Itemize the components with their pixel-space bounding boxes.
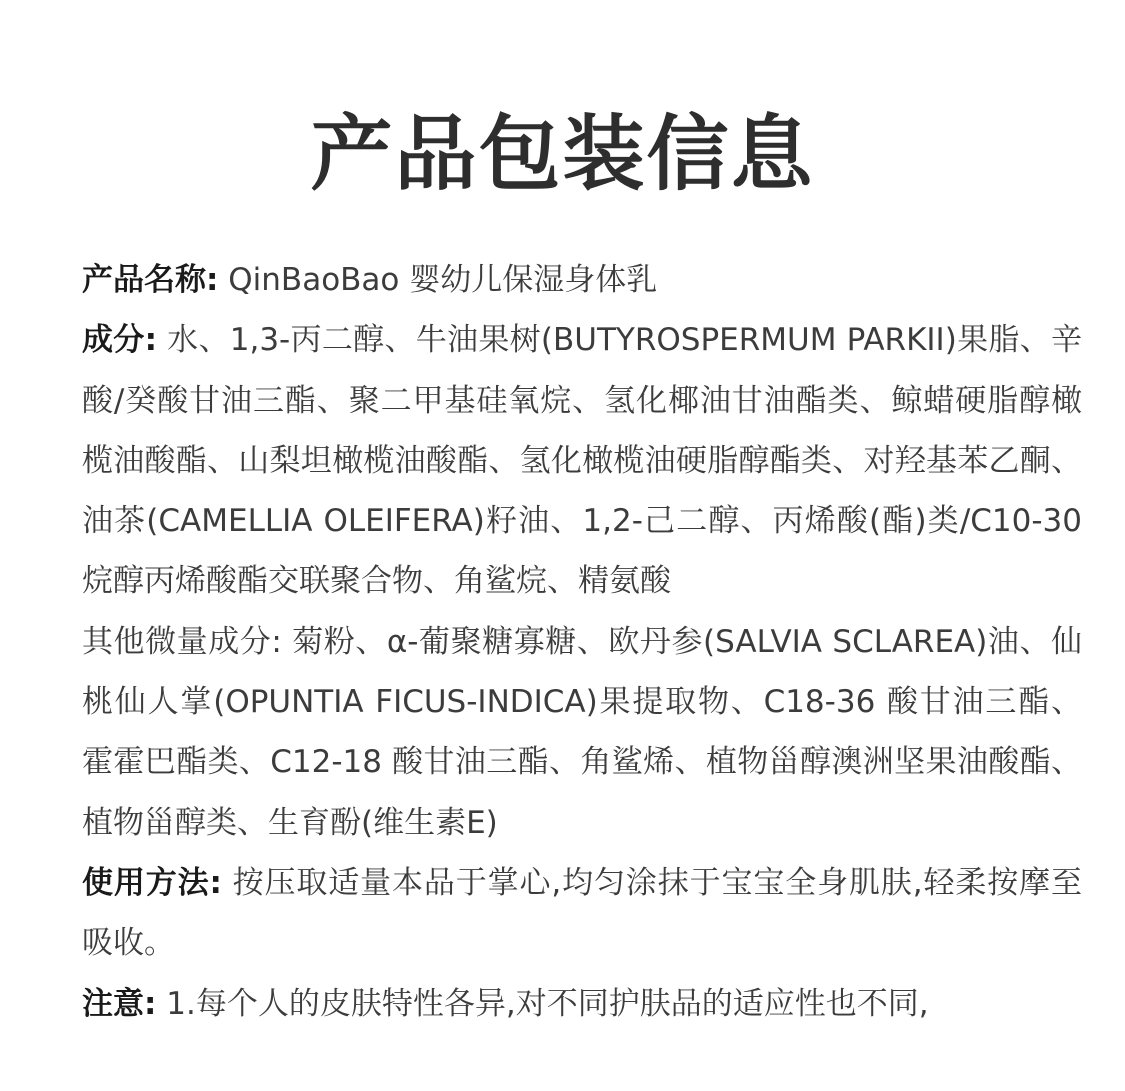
caution-field (82, 974, 1082, 1034)
page-title: 产品包装信息 (310, 107, 815, 202)
trace-ingredients-field (82, 612, 1082, 853)
usage-label: 使用方法: (82, 864, 222, 901)
product-name-field (82, 250, 1082, 310)
trace-ingredients-value: 菊粉、α-葡聚糖寡糖、欧丹参(SALVIA SCLAREA)油、仙桃仙人掌(OPUNTIA FICUS-INDICA)果提取物、C18-36 酸甘油三酯、霍霍巴酯类、C12-18 酸甘油三酯、角鲨烯、植物甾醇澳洲坚果油酸酯、植物甾醇类、生育酚(维生素E) (82, 623, 1083, 841)
caution-label: 注意: (82, 985, 157, 1022)
ingredients-label: 成分: (82, 322, 157, 359)
usage-value: 按压取适量本品于掌心,均匀涂抹于宝宝全身肌肤,轻柔按摩至吸收。 (82, 864, 1082, 962)
caution-value: 1.每个人的皮肤特性各异,对不同护肤品的适应性也不同, (166, 985, 929, 1022)
ingredients-field (82, 310, 1082, 611)
product-name-value: QinBaoBao 婴幼儿保湿身体乳 (228, 262, 658, 298)
trace-ingredients-label: 其他微量成分: (82, 623, 282, 660)
product-info-section (82, 250, 1082, 1034)
usage-field (82, 853, 1082, 974)
product-name-label: 产品名称: (82, 262, 219, 298)
ingredients-value: 水、1,3-丙二醇、牛油果树(BUTYROSPERMUM PARKII)果脂、辛酸/癸酸甘油三酯、聚二甲基硅氧烷、氢化椰油甘油酯类、鲸蜡硬脂醇橄榄油酸酯、山梨坦橄榄油酸酯、氢化橄榄油硬脂醇酯类、对羟基苯乙酮、油茶(CAMELLIA OLEIFERA)籽油、1,2-己二醇、丙烯酸(酯)类/C10-30 烷醇丙烯酸酯交联聚合物、角鲨烷、精氨酸 (82, 322, 1082, 600)
